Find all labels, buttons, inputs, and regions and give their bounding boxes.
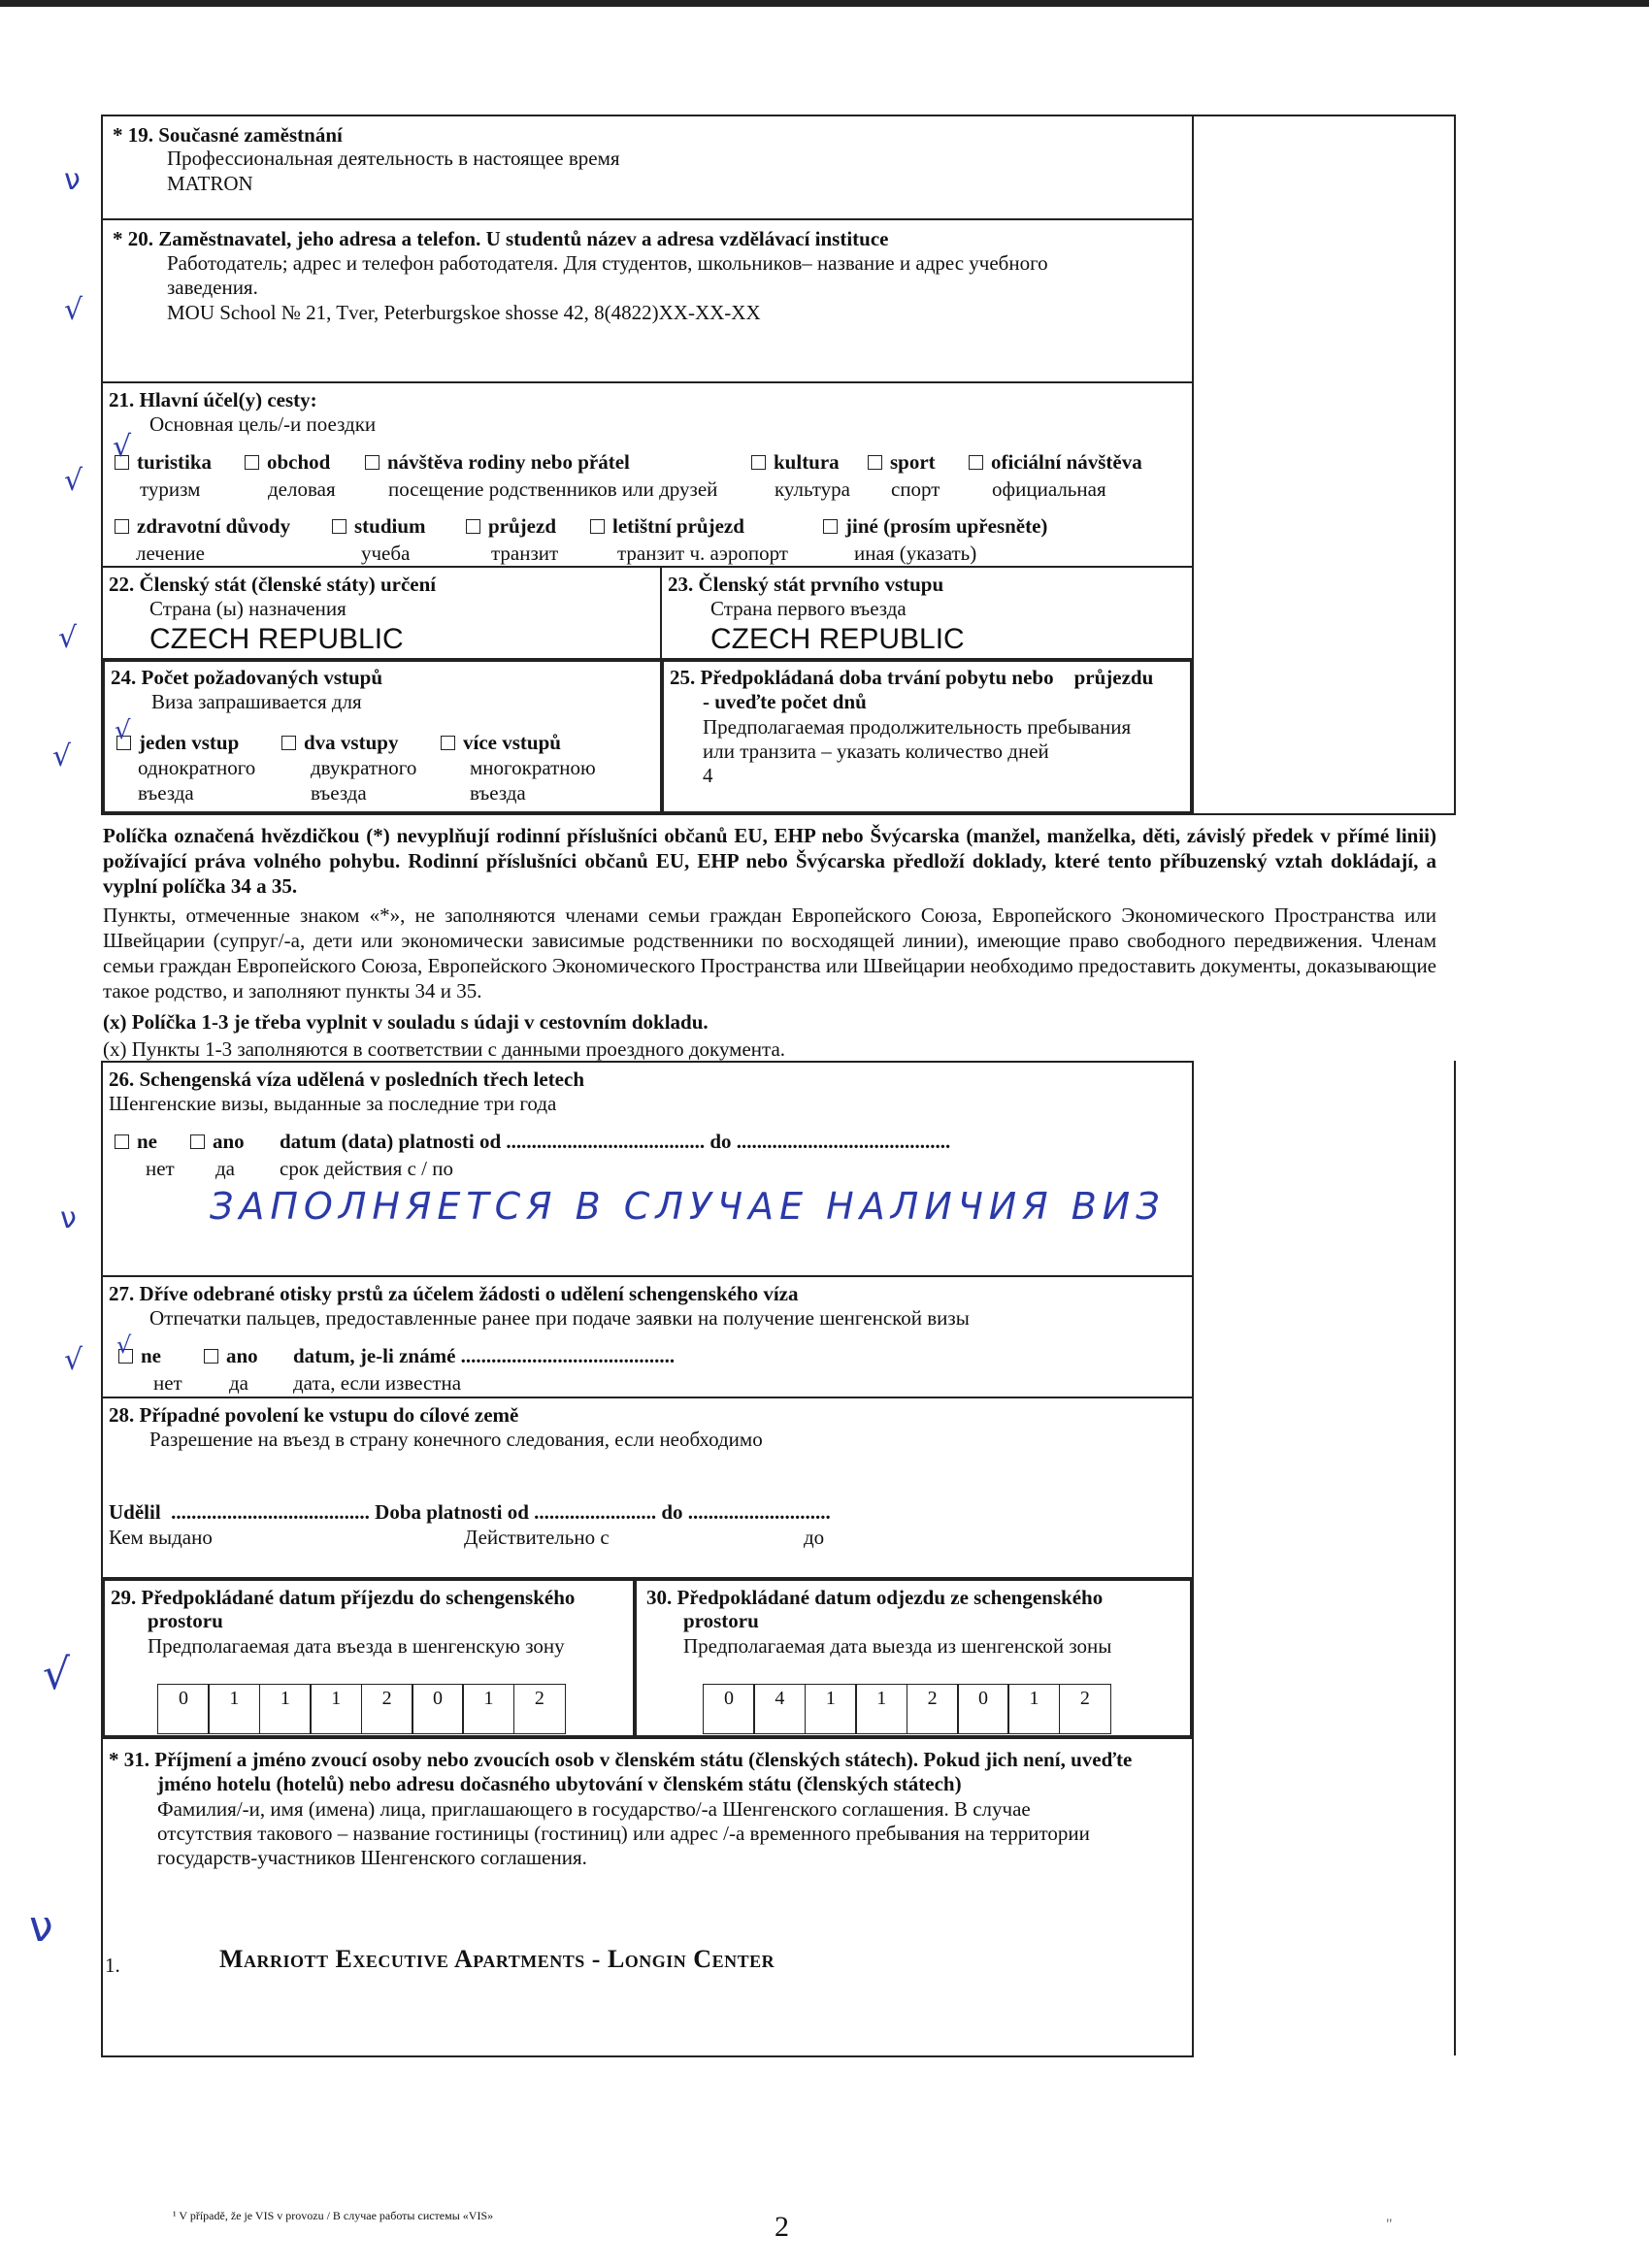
field-23-value[interactable]: CZECH REPUBLIC [710,623,965,655]
field-24-ru: Виза запрашивается для [151,690,362,713]
purpose-tourism-ru: туризм [140,477,201,501]
field-31-ru: Фамилия/-и, имя (имена) лица, приглашающего в государство/-а Шенгенского соглашения. В случае [157,1797,1031,1821]
field-20-value[interactable]: MOU School № 21, Tver, Peterburgskoe shosse 42, 8(4822)XX-XX-XX [167,301,761,324]
digit: 2 [513,1684,566,1734]
right-column-lower [1192,1061,1456,2055]
field-27 [101,1275,1194,1398]
purpose-medical-ru: лечение [136,542,205,565]
handwritten-note: ЗАПОЛНЯЕТСЯ В СЛУЧАЕ НАЛИЧИЯ ВИЗ [210,1185,1166,1228]
visas-no-ru: нет [146,1157,175,1180]
field-25-value[interactable]: 4 [703,764,713,787]
note-ru: Пункты, отмеченные знаком «*», не заполняются членами семьи граждан Европейского Союза, Европейского Экономического Пространства или Швейцарии (супруг/-а, дети или экономически зависимые родственники по восходящей линии), имеющие право свободного передвижения. Членам семьи граждан Европейского Союза, Европейского Экономического Пространства или Швейцарии необходимо предоставить документы, доказывающие такое родство, и заполняют пункты 34 и 35. [103,904,1436,1003]
entries-single[interactable]: jeden vstup [116,730,239,755]
permit-issued-ru: Кем выдано [109,1526,213,1549]
note-cz: Políčka označená hvězdičkou (*) nevyplňují rodinní příslušníci občanů EU, EHP nebo Švýcarska (manžel, manželka, děti, závislý předek v přímé linii) požívající práva volného pohybu. Rodinní příslušníci občanů EU, EHP nebo Švýcarska předloží doklady, které tento příbuzenský vztah dokládají, a vyplní políčka 34 a 35. [103,824,1436,898]
margin-check-icon: √ [58,621,78,655]
purpose-transit-ru: транзит [491,542,559,565]
field-31-number: 1. [105,1954,120,1977]
digit: 1 [1007,1684,1060,1734]
field-29 [101,1577,637,1739]
digit: 2 [1059,1684,1111,1734]
purpose-culture[interactable]: kultura [751,449,840,475]
field-30-title2: prostoru [683,1609,759,1632]
margin-check-icon: ν [29,1902,53,1952]
note-x-ru: (x) Пункты 1-3 заполняются в соответствии с данными проездного документа. [103,1037,786,1061]
fingerprints-date-ru: дата, если известна [293,1371,462,1395]
field-29-title2: prostoru [148,1609,223,1632]
purpose-business[interactable]: obchod [245,449,330,475]
digit: 0 [412,1684,464,1734]
fingerprints-yes[interactable]: ano [204,1343,258,1368]
purpose-other[interactable]: jiné (prosím upřesněte) [823,513,1047,539]
purpose-medical[interactable]: zdravotní důvody [115,513,290,539]
host-hotel-value[interactable]: Marriott Executive Apartments - Longin Center [219,1945,775,1973]
field-20-ru: Работодатель; адрес и телефон работодателя. Для студентов, школьников– название и адрес учебного [167,251,1048,275]
entries-single-ru: однократного [138,756,256,779]
departure-date-digits[interactable] [703,1684,1109,1734]
field-21-title: 21. Hlavní účel(y) cesty: [109,388,317,411]
purpose-transit[interactable]: průjezd [466,513,556,539]
purpose-sport-ru: спорт [891,477,940,501]
field-25-ru: Предполагаемая продолжительность пребывания [703,715,1132,739]
field-31-ru3: государств-участников Шенгенского соглашения. [157,1846,587,1869]
digit: 1 [462,1684,514,1734]
field-19 [101,115,1194,220]
field-24 [101,658,664,815]
field-23 [660,566,1194,660]
field-19-title: * 19. Současné zaměstnání [113,123,343,147]
fingerprints-no[interactable]: ne [118,1343,161,1368]
purpose-family-ru: посещение родственников или друзей [388,477,718,501]
digit: 4 [753,1684,806,1734]
digit: 0 [157,1684,210,1734]
purpose-business-ru: деловая [268,477,336,501]
purpose-official-ru: официальная [992,477,1106,501]
fingerprints-yes-ru: да [229,1371,249,1395]
fingerprints-date[interactable]: datum, je-li známé .......................................... [293,1344,676,1367]
field-23-ru: Страна первого въезда [710,597,907,620]
field-30 [633,1577,1194,1739]
purpose-airport-transit[interactable]: letištní průjezd [590,513,744,539]
digit: 0 [957,1684,1009,1734]
field-21-ru: Основная цель/-и поездки [149,412,377,436]
entries-double-ru: двукратного [311,756,417,779]
purpose-official[interactable]: oficiální návštěva [969,449,1142,475]
fingerprints-no-ru: нет [153,1371,182,1395]
entries-double-ru2: въезда [311,781,367,805]
purpose-other-ru: иная (указать) [854,542,977,565]
permit-until-ru: до [804,1526,825,1549]
digit: 1 [805,1684,857,1734]
field-25-ru2: или транзита – указать количество дней [703,740,1049,763]
visas-date-line[interactable] [280,1129,950,1154]
field-25-title2: - uveďte počet dnů [703,690,867,713]
digit: 2 [361,1684,413,1734]
permit-valid-ru: Действительно с [464,1526,610,1549]
scan-edge [0,0,1649,7]
field-25 [660,658,1194,815]
field-28 [101,1397,1194,1579]
corner-mark: " [1386,2217,1393,2233]
field-26 [101,1061,1194,1277]
margin-check-icon: √ [64,464,83,498]
field-22-value[interactable]: CZECH REPUBLIC [149,623,404,655]
entries-multiple-ru: многократною [470,756,596,779]
purpose-airport-transit-ru: транзит ч. аэропорт [617,542,788,565]
digit: 1 [208,1684,260,1734]
margin-check-icon: √ [64,293,83,327]
permit-line[interactable]: Udělil ....................................... Doba platnosti od ........................ do ............................ [109,1500,831,1524]
margin-check-icon: √ [43,1650,71,1699]
field-30-ru: Предполагаемая дата выезда из шенгенской зоны [683,1634,1112,1658]
purpose-family[interactable]: návštěva rodiny nebo přátel [365,449,630,475]
field-27-ru: Отпечатки пальцев, предоставленные ранее при подаче заявки на получение шенгенской визы [149,1306,970,1330]
field-24-title: 24. Počet požadovaných vstupů [111,666,383,689]
field-26-ru: Шенгенские визы, выданные за последние три года [109,1092,557,1115]
margin-check-icon: ν [60,1201,77,1235]
margin-check-icon: √ [64,1343,83,1377]
footnote: ¹ V případě, že je VIS v provozu / В случае работы системы «VIS» [173,2209,494,2222]
purpose-tourism[interactable]: turistika [115,449,212,475]
field-19-ru: Профессиональная деятельность в настоящее время [167,147,620,170]
right-column [1192,115,1456,815]
visas-yes-ru: да [215,1157,236,1180]
divider [1192,1063,1194,1275]
field-31-title2: jméno hotelu (hotelů) nebo adresu dočasného ubytování v členském státu (členských státech) [157,1772,962,1795]
visas-yes[interactable]: ano [190,1129,245,1154]
page-number: 2 [775,2211,789,2243]
entries-double[interactable]: dva vstupy [281,730,398,755]
field-22 [101,566,662,660]
field-31 [101,1737,1194,2057]
digit: 2 [907,1684,959,1734]
field-25-title: 25. Předpokládaná doba trvání pobytu nebo průjezdu [670,666,1154,689]
field-31-title: * 31. Příjmení a jméno zvoucí osoby nebo zvoucích osob v členském státu (členských státech). Pokud jich není, uveďte [109,1748,1133,1771]
entries-single-ru2: въезда [138,781,194,805]
field-30-title: 30. Předpokládané datum odjezdu ze schengenského [646,1586,1104,1609]
field-27-title: 27. Dříve odebrané otisky prstů za účelem žádosti o udělení schengenského víza [109,1282,799,1305]
entries-multiple-ru2: въезда [470,781,526,805]
single-entry-check-icon: √ [115,716,131,745]
purpose-study[interactable]: studium [332,513,426,539]
field-20-title: * 20. Zaměstnavatel, jeho adresa a telefon. U studentů název a adresa vzdělávací instituce [113,227,889,250]
field-29-title: 29. Předpokládané datum příjezdu do schengenského [111,1586,576,1609]
arrival-date-digits[interactable] [157,1684,564,1734]
visas-date-ru: срок действия с / по [280,1157,453,1180]
field-29-ru: Предполагаемая дата въезда в шенгенскую зону [148,1634,565,1658]
entries-multiple[interactable]: více vstupů [441,730,561,755]
margin-check-icon: ν [64,163,81,197]
field-19-value[interactable]: MATRON [167,172,253,195]
visas-date-label: datum (data) platnosti od ....................................... do .......................................... [280,1130,951,1153]
field-26-title: 26. Schengenská víza udělená v posledních třech letech [109,1068,585,1091]
visas-no[interactable]: ne [115,1129,157,1154]
field-23-title: 23. Členský stát prvního vstupu [668,573,944,596]
purpose-culture-ru: культура [775,477,850,501]
digit: 1 [310,1684,362,1734]
purpose-sport[interactable]: sport [868,449,936,475]
field-20 [101,218,1194,383]
fingerprints-no-check-icon: √ [116,1331,132,1359]
tourism-check-icon: √ [113,430,132,464]
field-28-title: 28. Případné povolení ke vstupu do cílové země [109,1403,519,1427]
digit: 1 [855,1684,907,1734]
digit: 0 [703,1684,755,1734]
field-31-ru2: отсутствия такового – название гостиницы (гостиниц) или адрес /-а временного пребывания на территории [157,1822,1090,1845]
field-28-ru: Разрешение на въезд в страну конечного следования, если необходимо [149,1428,763,1451]
field-22-title: 22. Členský stát (členské státy) určení [109,573,437,596]
purpose-study-ru: учеба [361,542,411,565]
field-20-ru2: заведения. [167,276,258,299]
note-x-cz: (x) Políčka 1-3 je třeba vyplnit v souladu s údaji v cestovním dokladu. [103,1010,709,1034]
field-22-ru: Страна (ы) назначения [149,597,346,620]
margin-check-icon: √ [52,740,72,773]
digit: 1 [259,1684,312,1734]
field-21 [101,381,1194,568]
